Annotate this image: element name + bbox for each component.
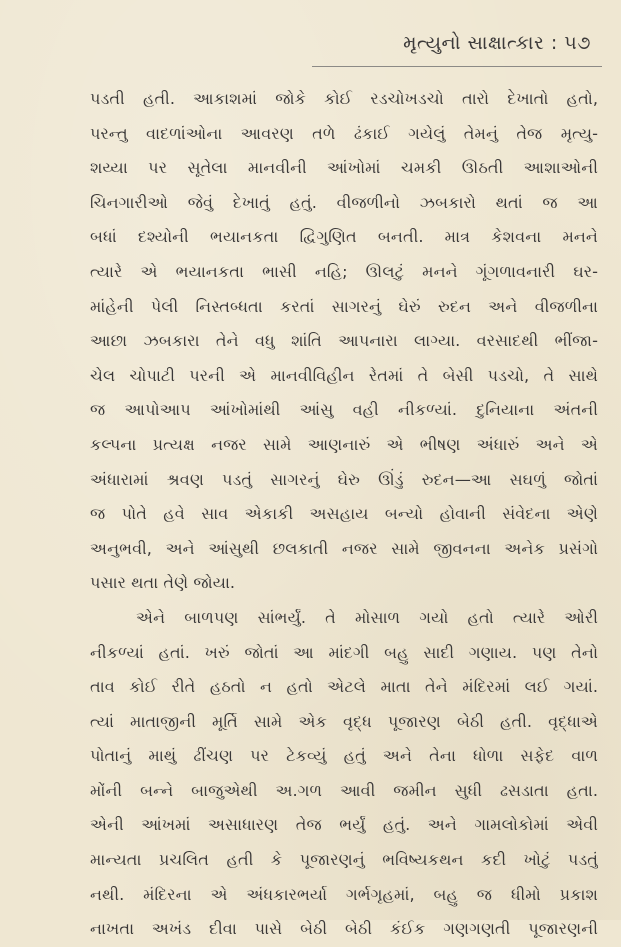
text-line: એની આંખમાં અસાધારણ તેજ ભર્યું હતું. અને ગામલોકોમાં એવી xyxy=(90,815,598,835)
text-line: મોંની બન્ને બાજુએથી અ.ગળ આવી જમીન સુધી ઢસડાતા હતા. xyxy=(90,780,598,800)
text-line: માંહેની પેલી નિસ્તબ્ધતા કરતાં સાગરનું ઘેરું રુદન અને વીજળીના xyxy=(90,296,598,316)
text-line: નથી. મંદિરના એ અંધકારભર્યા ગર્ભગૃહમાં, બહુ જ ધીમો પ્રકાશ xyxy=(90,884,598,904)
text-line: ચેલ ચોપાટી પરની એ માનવીવિહીન રેતમાં તે બેસી પડચો, તે સાથે xyxy=(90,365,598,385)
running-header: મૃત્યુનો સાક્ષાત્કાર : ૫૭ xyxy=(403,32,591,54)
text-line: જ પોતે હવે સાવ એકાકી અસહાય બન્યો હોવાની સંવેદના એણે xyxy=(90,504,598,524)
header-rule xyxy=(312,66,602,67)
text-line: તાવ કોઈ રીતે હઠતો ન હતો એટલે માતા તેને મંદિરમાં લઈ ગયાં. xyxy=(90,677,598,697)
text-line: એને બાળપણ સાંભર્યું. તે મોસાળ ગયો હતો ત્યારે ઓરી xyxy=(136,607,598,627)
text-line: પરન્તુ વાદળાંઓના આવરણ તળે ઢંકાઈ ગયેલું તેમનું તેજ મૃત્યુ- xyxy=(90,123,598,143)
text-line: નાખતા અખંડ દીવા પાસે બેઠી બેઠી કંઈક ગણગણતી પૂજારણની xyxy=(90,919,598,939)
body-text xyxy=(90,82,598,947)
text-line: ત્યારે એ ભયાનકતા ભાસી નહિ; ઊલટું મનને ગૂંગળાવનારી ઘર- xyxy=(90,261,598,281)
text-line: પોતાનું માથું ઢીંચણ પર ટેકવ્યું હતું અને તેના ધોળા સફેદ વાળ xyxy=(90,746,598,766)
text-line: અંધારામાં શ્રવણ પડતું સાગરનું ઘેરુ ઊંડું રુદન—આ સઘળું જોતાં xyxy=(90,469,598,489)
text-line: આછા ઝબકારા તેને વધુ શાંતિ આપનારા લાગ્યા. વરસાદથી ભીંજા- xyxy=(90,331,598,351)
text-line: શય્યા પર સૂતેલા માનવીની આંખોમાં ચમકી ઊઠતી આશાઓની xyxy=(90,158,598,178)
text-line: ચિનગારીઓ જેવું દેખાતું હતું. વીજળીનો ઝબકારો થતાં જ આ xyxy=(90,192,598,212)
text-line: નીકળ્યાં હતાં. ખરું જોતાં આ માંદગી બહુ સાદી ગણાય. પણ તેનો xyxy=(90,642,598,662)
text-line: બધાં દશ્યોની ભયાનકતા દ્વિગુણિત બનતી. માત્ર કેશવના મનને xyxy=(90,227,598,247)
text-line: અનુભવી, અને આંસુથી છલકાતી નજર સામે જીવનના અનેક પ્રસંગો xyxy=(90,538,598,558)
text-line: માન્યતા પ્રચલિત હતી કે પૂજારણનું ભવિષ્યકથન કદી ખોટું પડતું xyxy=(90,850,598,870)
text-line: કલ્પના પ્રત્યક્ષ નજર સામે આણનારું એ ભીષણ અંધારું અને એ xyxy=(90,434,598,454)
text-line: ત્યાં માતાજીની મૂર્તિ સામે એક વૃદ્ધ પૂજારણ બેઠી હતી. વૃદ્ધાએ xyxy=(90,711,598,731)
text-line: પડતી હતી. આકાશમાં જોકે કોઈ રડચોખડચો તારો દેખાતો હતો, xyxy=(90,89,598,108)
text-line: પસાર થતા તેણે જોયા. xyxy=(90,573,236,593)
text-line: જ આપોઆપ આંખોમાંથી આંસુ વહી નીકળ્યાં. દુનિયાના અંતની xyxy=(90,400,598,420)
